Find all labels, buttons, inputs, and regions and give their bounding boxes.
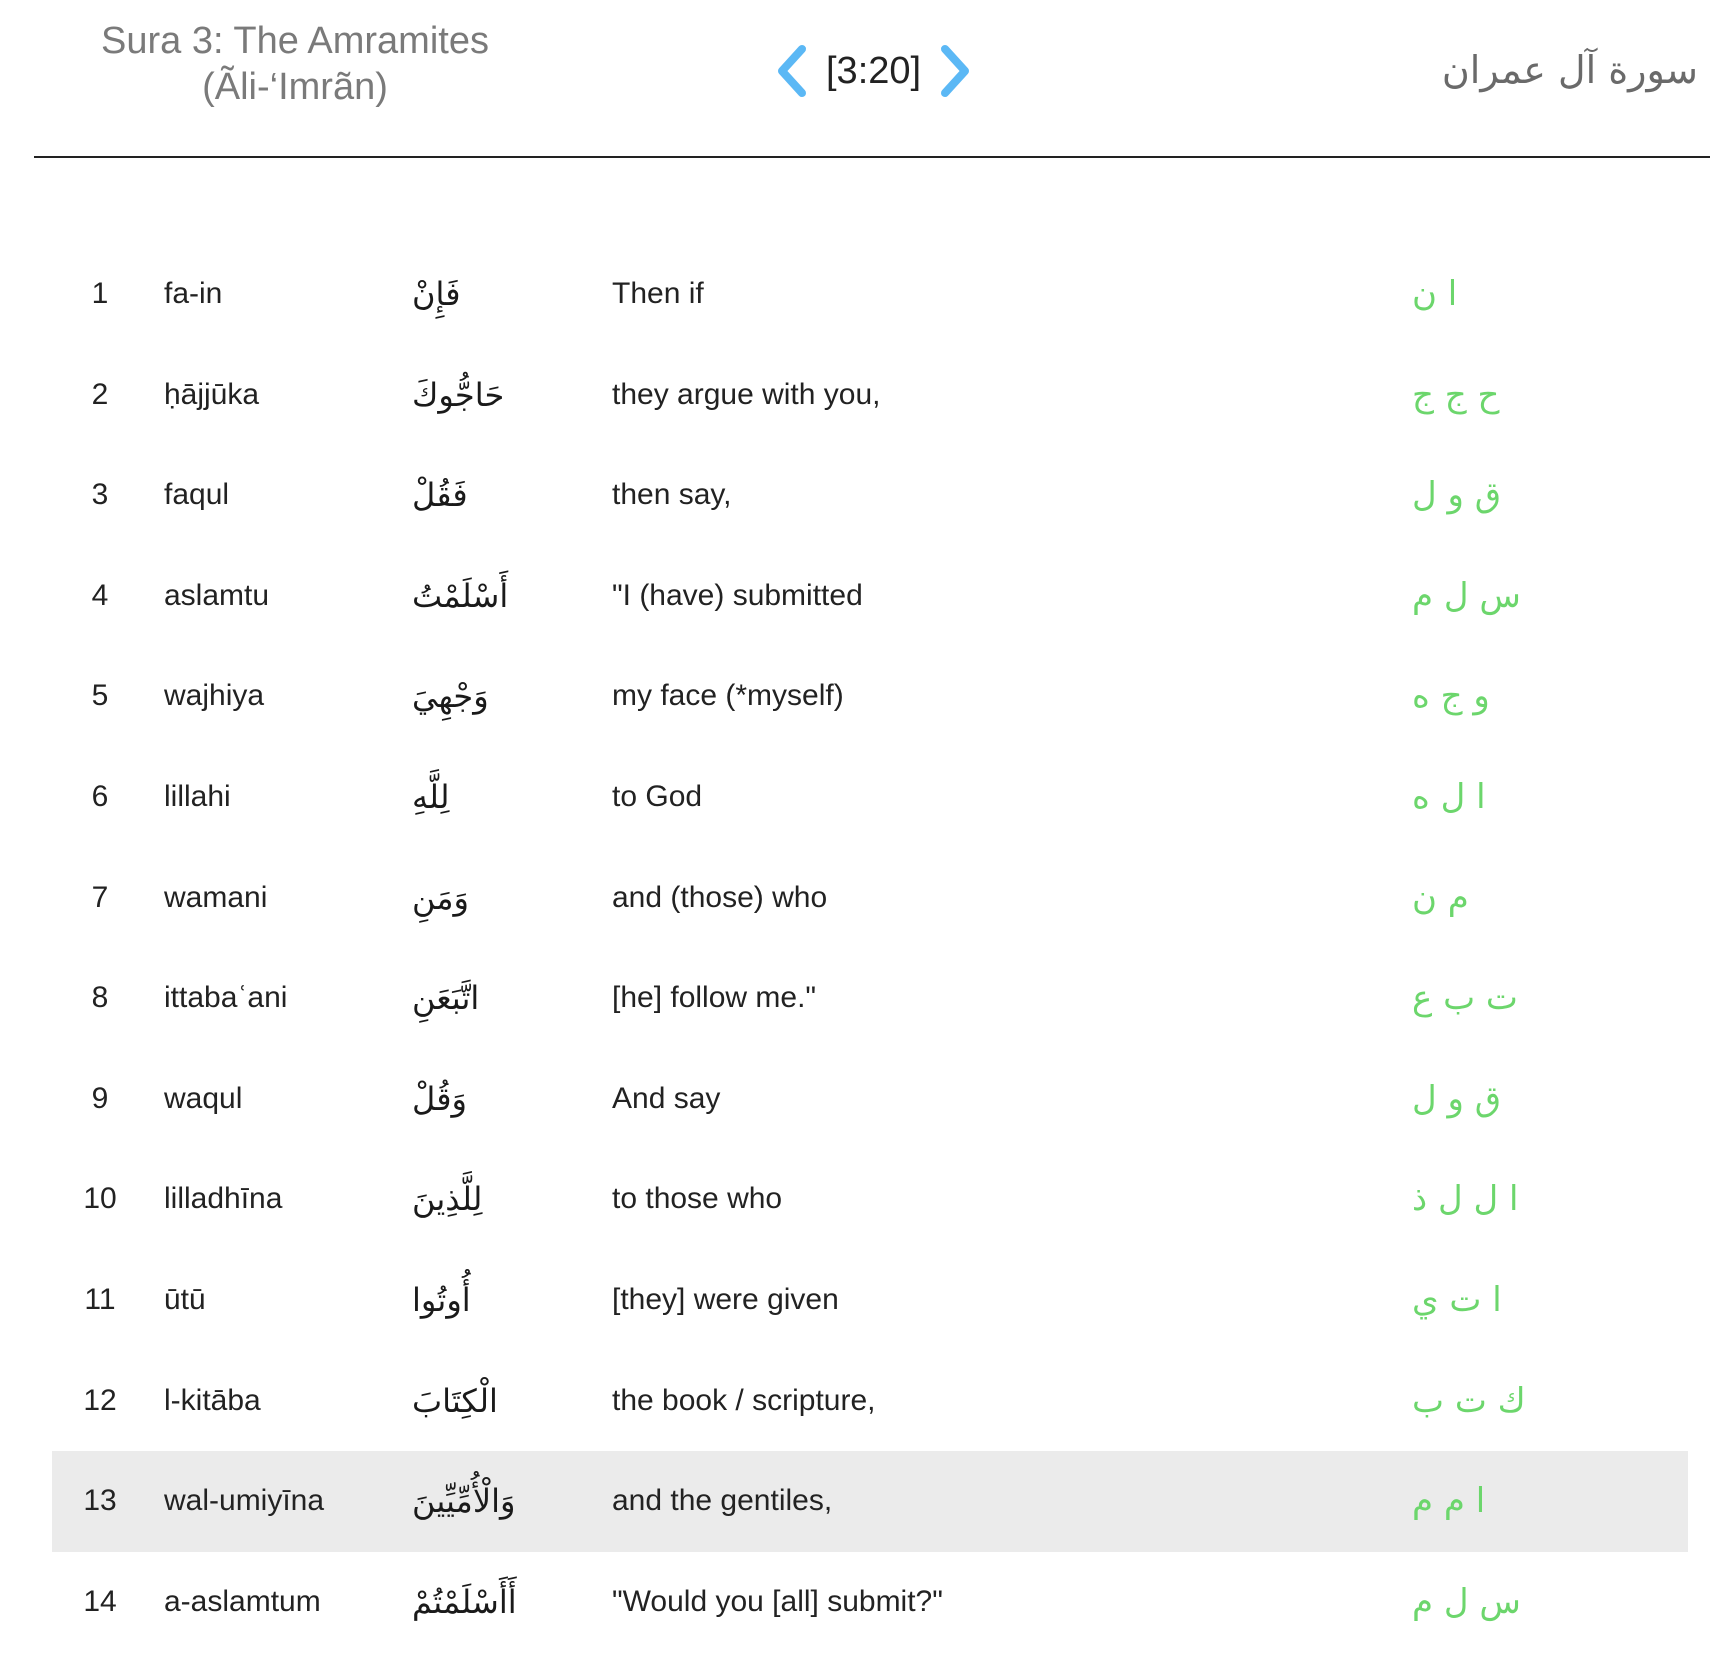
word-number: 1	[91, 277, 109, 310]
verse-reference: [3:20]	[826, 50, 922, 92]
sura-title-english: Sura 3: The Amramites	[101, 20, 489, 62]
word-arabic: أُوتُوا	[412, 1280, 471, 1319]
word-root-letters: ا ن	[1412, 274, 1458, 314]
word-translation: then say,	[612, 478, 732, 512]
word-root-letters: ا ل ه	[1412, 776, 1486, 817]
word-row[interactable]	[52, 1149, 1688, 1250]
word-arabic: وَالْأُمِّيِّينَ	[412, 1482, 516, 1521]
word-translation: [he] follow me."	[612, 981, 817, 1015]
word-translation: Then if	[612, 277, 704, 310]
sura-title	[60, 18, 530, 110]
word-row[interactable]	[52, 546, 1688, 647]
word-translation: the book / scripture,	[612, 1383, 876, 1417]
word-row[interactable]	[52, 1250, 1688, 1351]
word-arabic: أَسْلَمْتُ	[412, 576, 509, 615]
word-root-letters: و ج ه	[1412, 676, 1490, 717]
word-translation: "I (have) submitted	[612, 578, 863, 612]
word-row[interactable]	[52, 1351, 1688, 1452]
word-number: 9	[91, 1081, 109, 1115]
header	[0, 0, 1728, 158]
word-row[interactable]	[52, 1552, 1688, 1653]
word-transliteration: waqul	[164, 1081, 243, 1115]
word-arabic: اتَّبَعَنِ	[412, 979, 480, 1018]
word-number: 8	[91, 981, 109, 1015]
word-root-letters: ق و ل	[1412, 475, 1502, 516]
chevron-right-icon[interactable]	[935, 39, 977, 103]
word-number: 11	[84, 1282, 116, 1316]
word-root-letters: ق و ل	[1412, 1078, 1502, 1119]
word-arabic: حَاجُّوكَ	[412, 375, 505, 414]
word-translation: "Would you [all] submit?"	[612, 1584, 943, 1618]
header-divider	[34, 156, 1710, 158]
word-by-word-table	[52, 244, 1688, 1652]
word-root-letters: س ل م	[1412, 575, 1521, 616]
chevron-left-icon[interactable]	[770, 39, 812, 103]
word-translation: and (those) who	[612, 880, 828, 914]
word-transliteration: fa-in	[164, 277, 223, 310]
word-transliteration: a-aslamtum	[164, 1584, 321, 1618]
word-transliteration: ḥājjūka	[164, 377, 260, 411]
word-number: 10	[83, 1182, 117, 1216]
word-arabic: وَمَنِ	[412, 878, 469, 917]
word-row[interactable]	[52, 948, 1688, 1049]
word-translation: [they] were given	[612, 1282, 839, 1316]
word-transliteration: ittabaʿani	[164, 981, 288, 1015]
word-transliteration: faqul	[164, 478, 230, 512]
word-row[interactable]	[52, 445, 1688, 546]
word-number: 13	[83, 1484, 117, 1518]
word-arabic: أَأَسْلَمْتُمْ	[412, 1582, 517, 1621]
word-number: 5	[91, 679, 109, 713]
word-translation: to those who	[612, 1182, 783, 1216]
word-arabic: لِلَّهِ	[412, 777, 450, 816]
word-number: 3	[91, 478, 109, 512]
word-row[interactable]	[52, 747, 1688, 848]
word-root-letters: ح ج ج	[1412, 374, 1500, 415]
word-arabic: وَقُلْ	[412, 1079, 467, 1118]
word-number: 12	[83, 1383, 117, 1417]
word-translation: and the gentiles,	[612, 1484, 833, 1518]
verse-navigation	[770, 36, 977, 106]
word-row[interactable]	[52, 848, 1688, 949]
word-row[interactable]	[52, 1451, 1688, 1552]
word-root-letters: م ن	[1412, 877, 1469, 918]
word-transliteration: ūtū	[164, 1282, 206, 1316]
word-transliteration: lillahi	[164, 779, 231, 813]
word-number: 14	[83, 1584, 117, 1618]
word-root-letters: س ل م	[1412, 1581, 1521, 1622]
word-translation: my face (*myself)	[612, 679, 844, 713]
word-row[interactable]	[52, 1049, 1688, 1150]
word-root-letters: ا م م	[1412, 1481, 1486, 1522]
word-root-letters: ت ب ع	[1412, 978, 1518, 1019]
word-translation: And say	[612, 1081, 721, 1115]
word-row[interactable]	[52, 646, 1688, 747]
word-translation: to God	[612, 779, 703, 813]
word-row[interactable]	[52, 244, 1688, 345]
word-transliteration: wamani	[164, 880, 268, 914]
word-root-letters: ك ت ب	[1412, 1380, 1526, 1421]
sura-title-transliteration: (Ãli-‘Imrãn)	[202, 66, 388, 108]
word-arabic: لِلَّذِينَ	[412, 1180, 483, 1219]
word-root-letters: ا ل ل ذ	[1412, 1179, 1519, 1220]
word-transliteration: wal-umiyīna	[164, 1484, 325, 1518]
word-arabic: فَقُلْ	[412, 476, 468, 515]
word-number: 2	[91, 377, 109, 411]
word-number: 4	[91, 578, 109, 612]
word-arabic: فَإِنْ	[412, 275, 461, 313]
word-transliteration: l-kitāba	[164, 1383, 261, 1417]
word-arabic: وَجْهِيَ	[412, 677, 489, 716]
word-transliteration: wajhiya	[164, 679, 265, 713]
word-transliteration: lilladhīna	[164, 1182, 283, 1216]
word-root-letters: ا ت ي	[1412, 1279, 1502, 1320]
word-transliteration: aslamtu	[164, 578, 270, 612]
sura-title-arabic: سورة آل عمران	[1441, 48, 1698, 92]
word-arabic: الْكِتَابَ	[412, 1381, 498, 1420]
word-number: 7	[91, 880, 109, 914]
word-number: 6	[91, 779, 109, 813]
word-translation: they argue with you,	[612, 377, 881, 411]
word-row[interactable]	[52, 345, 1688, 446]
